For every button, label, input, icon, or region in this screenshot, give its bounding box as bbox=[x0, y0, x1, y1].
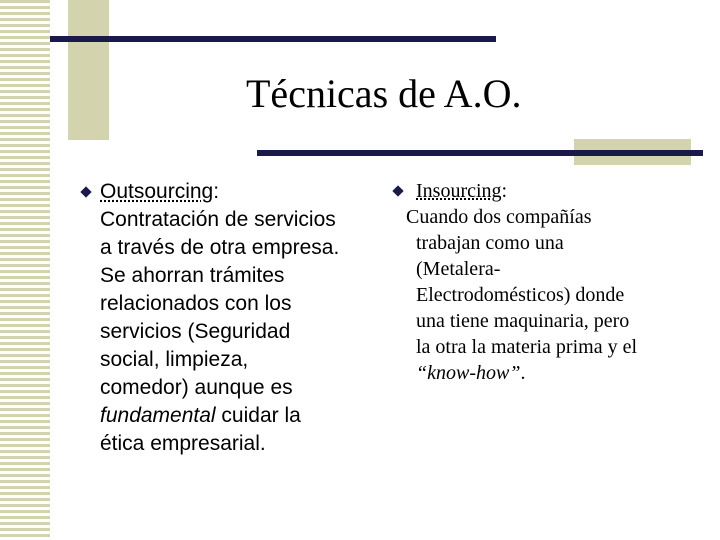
outsourcing-heading: Outsourcing: bbox=[100, 180, 220, 203]
mid-accent-bar bbox=[257, 150, 703, 156]
right-line-italic: “know-how”. bbox=[416, 362, 526, 384]
left-line: ética empresarial. bbox=[100, 432, 266, 455]
right-line: Electrodomésticos) donde bbox=[416, 284, 625, 306]
left-column bbox=[78, 178, 378, 458]
right-line: una tiene maquinaria, pero bbox=[416, 310, 630, 332]
left-line: Contratación de servicios bbox=[100, 208, 336, 231]
left-line: comedor) aunque es bbox=[100, 376, 293, 399]
top-accent-bar bbox=[50, 36, 496, 42]
left-line: a través de otra empresa. bbox=[100, 236, 340, 259]
left-line: Se ahorran trámites bbox=[100, 264, 285, 287]
decorative-block-top bbox=[68, 0, 109, 140]
right-line: trabajan como una bbox=[416, 232, 564, 254]
left-line: social, limpieza, bbox=[100, 348, 249, 371]
insourcing-term: Insourcing bbox=[416, 180, 502, 202]
decorative-stripes bbox=[0, 0, 50, 540]
right-line: (Metalera- bbox=[416, 258, 501, 280]
left-line-emphasis: fundamental cuidar la bbox=[100, 404, 301, 427]
insourcing-heading: Insourcing: bbox=[416, 180, 508, 202]
right-line: Cuando dos compañías bbox=[406, 206, 592, 228]
right-column bbox=[392, 178, 692, 386]
slide-title: Técnicas de A.O. bbox=[246, 71, 522, 116]
right-line: la otra la materia prima y el bbox=[416, 336, 638, 358]
left-line: relacionados con los bbox=[100, 292, 292, 315]
outsourcing-term: Outsourcing bbox=[100, 180, 214, 203]
left-line: servicios (Seguridad bbox=[100, 320, 291, 343]
